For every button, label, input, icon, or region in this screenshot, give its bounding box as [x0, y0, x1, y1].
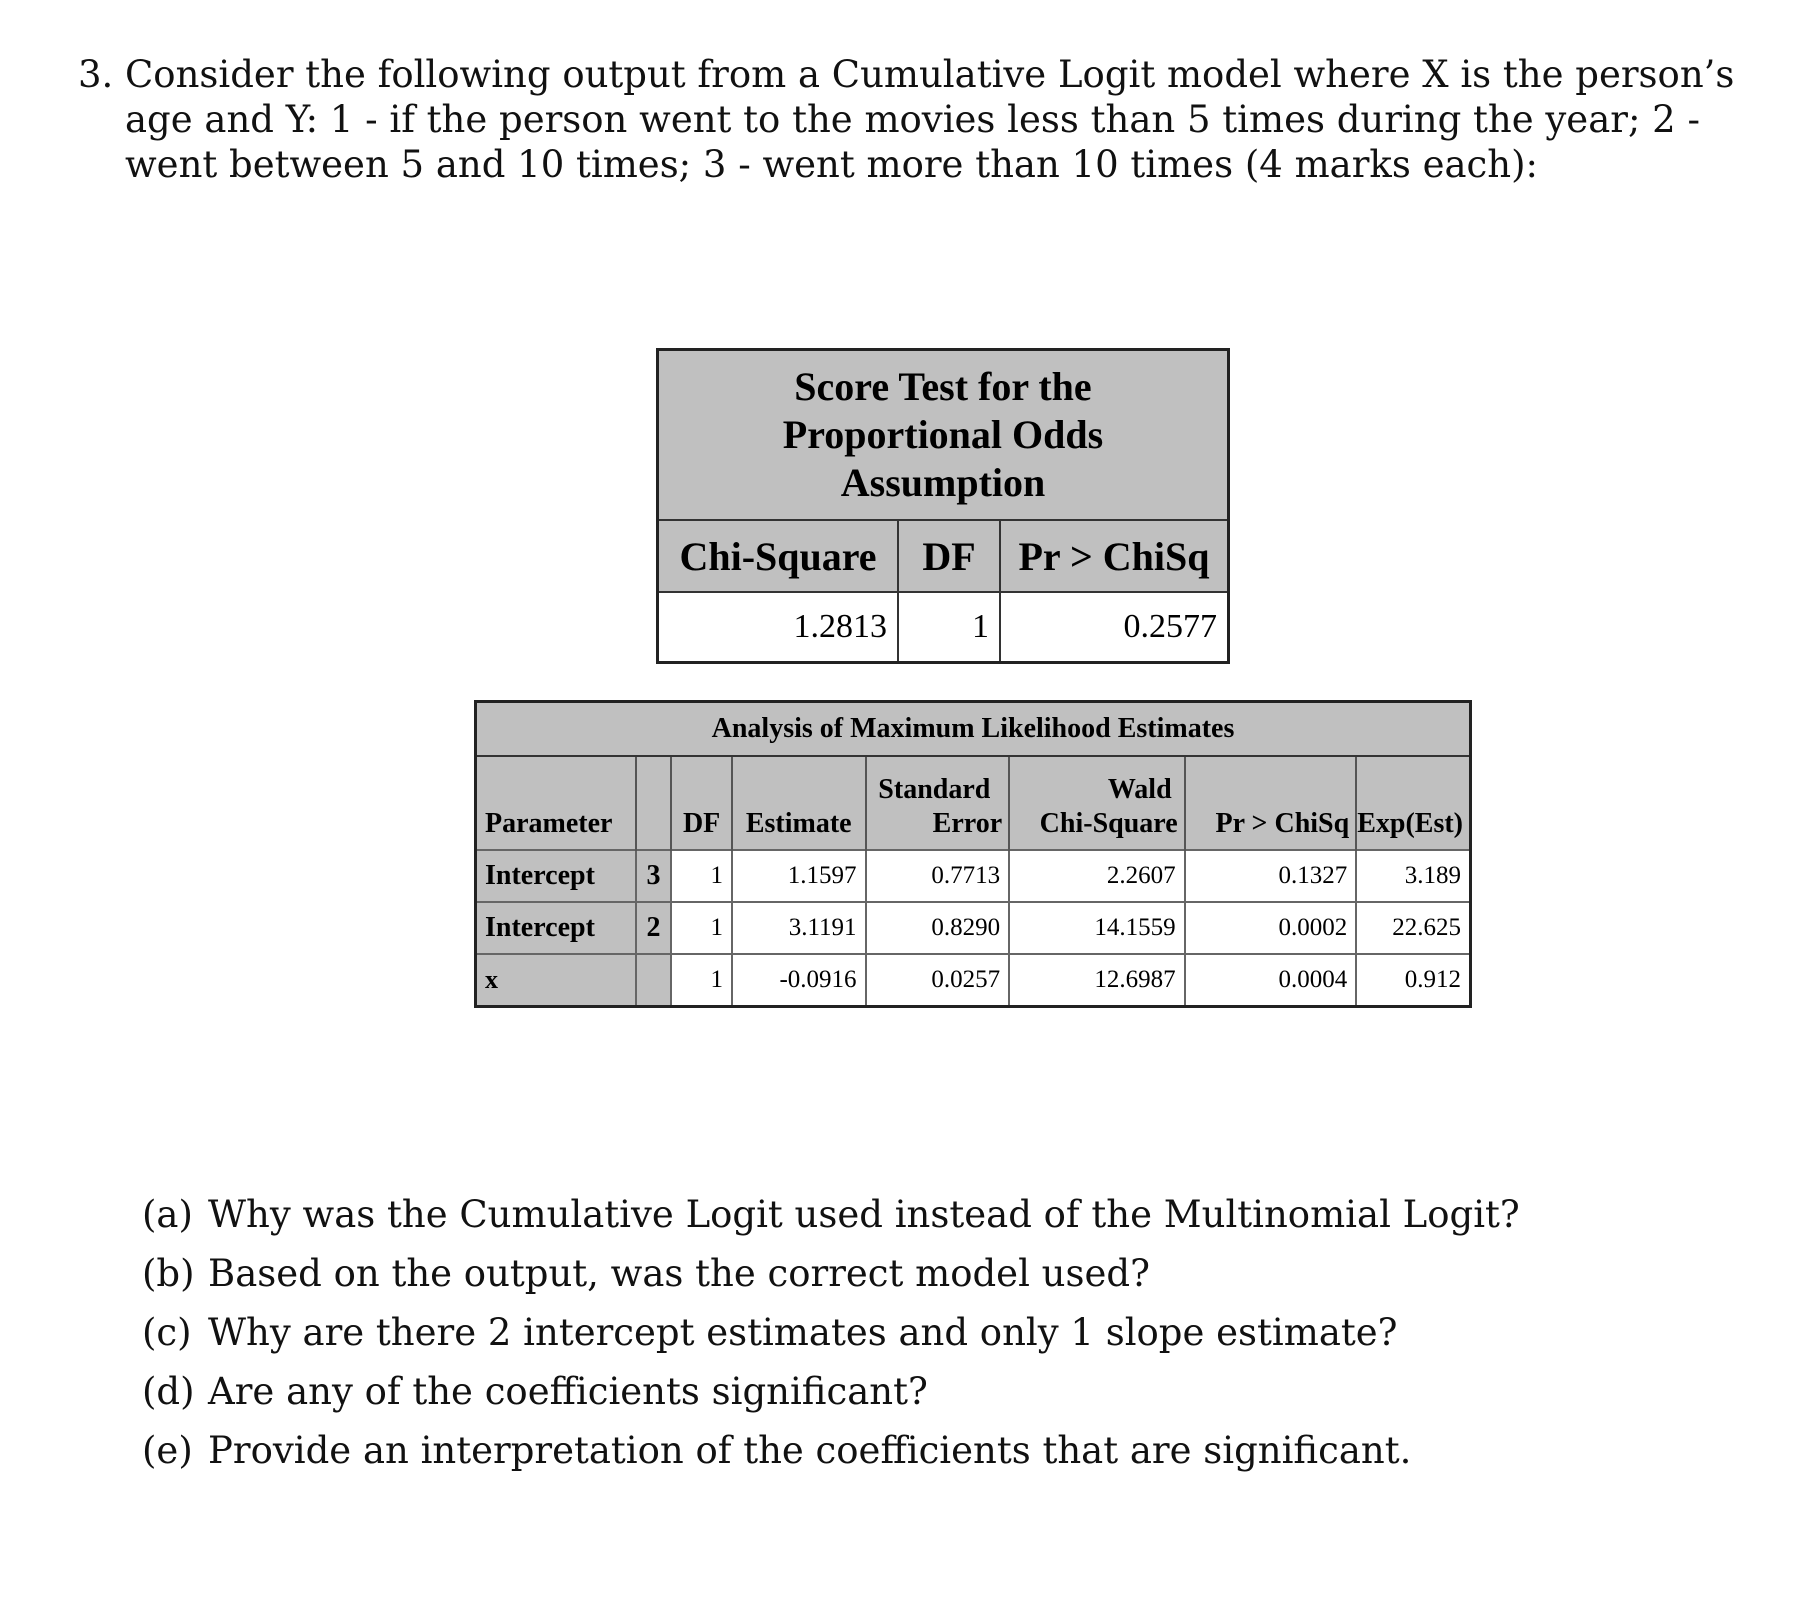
mle-row-exp: 22.625 [1356, 902, 1470, 954]
sub-question [142, 1244, 1642, 1303]
sub-question-letter: (a) [142, 1193, 193, 1236]
mle-row-level: 3 [636, 850, 672, 902]
sub-question-list [142, 1185, 1642, 1480]
mle-header-wald-top: Wald [1107, 774, 1172, 805]
mle-header-wald-bottom: Chi-Square [1039, 808, 1178, 839]
score-test-title-line: Assumption [840, 460, 1046, 505]
table-row [476, 902, 1471, 954]
mle-header-df: DF [671, 756, 732, 850]
sub-question-letter: (c) [142, 1311, 192, 1354]
score-test-table [656, 348, 1230, 664]
score-header-chisq: Chi-Square [658, 520, 899, 592]
mle-row-estimate: -0.0916 [732, 954, 866, 1007]
score-header-pr: Pr > ChiSq [1000, 520, 1229, 592]
question-number: 3. [78, 53, 114, 96]
sub-question-text: Based on the output, was the correct model used? [208, 1252, 1150, 1295]
mle-row-std-error: 0.0257 [866, 954, 1010, 1007]
mle-row-parameter: Intercept [476, 850, 636, 902]
mle-row-exp: 0.912 [1356, 954, 1470, 1007]
mle-row-std-error: 0.8290 [866, 902, 1010, 954]
sub-question-letter: (b) [142, 1252, 195, 1295]
mle-row-pr: 0.0002 [1185, 902, 1357, 954]
mle-row-level [636, 954, 672, 1007]
sub-question-text: Are any of the coefficients significant? [208, 1370, 928, 1413]
question-block [78, 52, 1778, 187]
mle-header-exp: Exp(Est) [1356, 756, 1470, 850]
table-row [476, 850, 1471, 902]
table-row [476, 954, 1471, 1007]
mle-row-df: 1 [671, 850, 732, 902]
mle-row-df: 1 [671, 902, 732, 954]
sub-question [142, 1421, 1642, 1480]
score-test-title-line: Score Test for the [794, 364, 1092, 409]
score-test-title [658, 350, 1229, 521]
mle-row-exp: 3.189 [1356, 850, 1470, 902]
sub-question-text: Provide an interpretation of the coefficients that are significant. [208, 1429, 1412, 1472]
mle-header-std-error [866, 756, 1010, 850]
mle-header-std-error-top: Standard [878, 774, 991, 805]
mle-header-std-error-bottom: Error [932, 808, 1003, 839]
mle-title: Analysis of Maximum Likelihood Estimates [476, 702, 1471, 757]
mle-row-parameter: x [476, 954, 636, 1007]
sub-question-letter: (d) [142, 1370, 195, 1413]
sub-question [142, 1362, 1642, 1421]
sub-question [142, 1303, 1642, 1362]
sub-question-letter: (e) [142, 1429, 193, 1472]
mle-row-wald: 2.2607 [1009, 850, 1185, 902]
mle-row-pr: 0.0004 [1185, 954, 1357, 1007]
score-value-chisq: 1.2813 [658, 592, 899, 663]
score-value-pr: 0.2577 [1000, 592, 1229, 663]
score-test-title-line: Proportional Odds [782, 412, 1104, 457]
sub-question [142, 1185, 1642, 1244]
question-text: Consider the following output from a Cumulative Logit model where X is the person’s age and Y: 1 - if the person went to the movies less than 5 times during the year; 2 - went between 5 and 10 times; 3 - went more than 10 times (4 marks each): [125, 53, 1735, 186]
mle-row-pr: 0.1327 [1185, 850, 1357, 902]
score-value-df: 1 [898, 592, 1000, 663]
sub-question-text: Why are there 2 intercept estimates and only 1 slope estimate? [208, 1311, 1398, 1354]
score-header-df: DF [898, 520, 1000, 592]
mle-row-df: 1 [671, 954, 732, 1007]
mle-header-parameter: Parameter [476, 756, 636, 850]
mle-header-wald [1009, 756, 1185, 850]
mle-table [474, 700, 1472, 1008]
mle-row-estimate: 3.1191 [732, 902, 866, 954]
mle-row-std-error: 0.7713 [866, 850, 1010, 902]
mle-row-level: 2 [636, 902, 672, 954]
sub-question-text: Why was the Cumulative Logit used instead of the Multinomial Logit? [208, 1193, 1520, 1236]
mle-row-wald: 12.6987 [1009, 954, 1185, 1007]
mle-row-estimate: 1.1597 [732, 850, 866, 902]
mle-header-level [636, 756, 672, 850]
mle-row-wald: 14.1559 [1009, 902, 1185, 954]
mle-header-pr: Pr > ChiSq [1185, 756, 1357, 850]
mle-row-parameter: Intercept [476, 902, 636, 954]
mle-header-estimate: Estimate [732, 756, 866, 850]
